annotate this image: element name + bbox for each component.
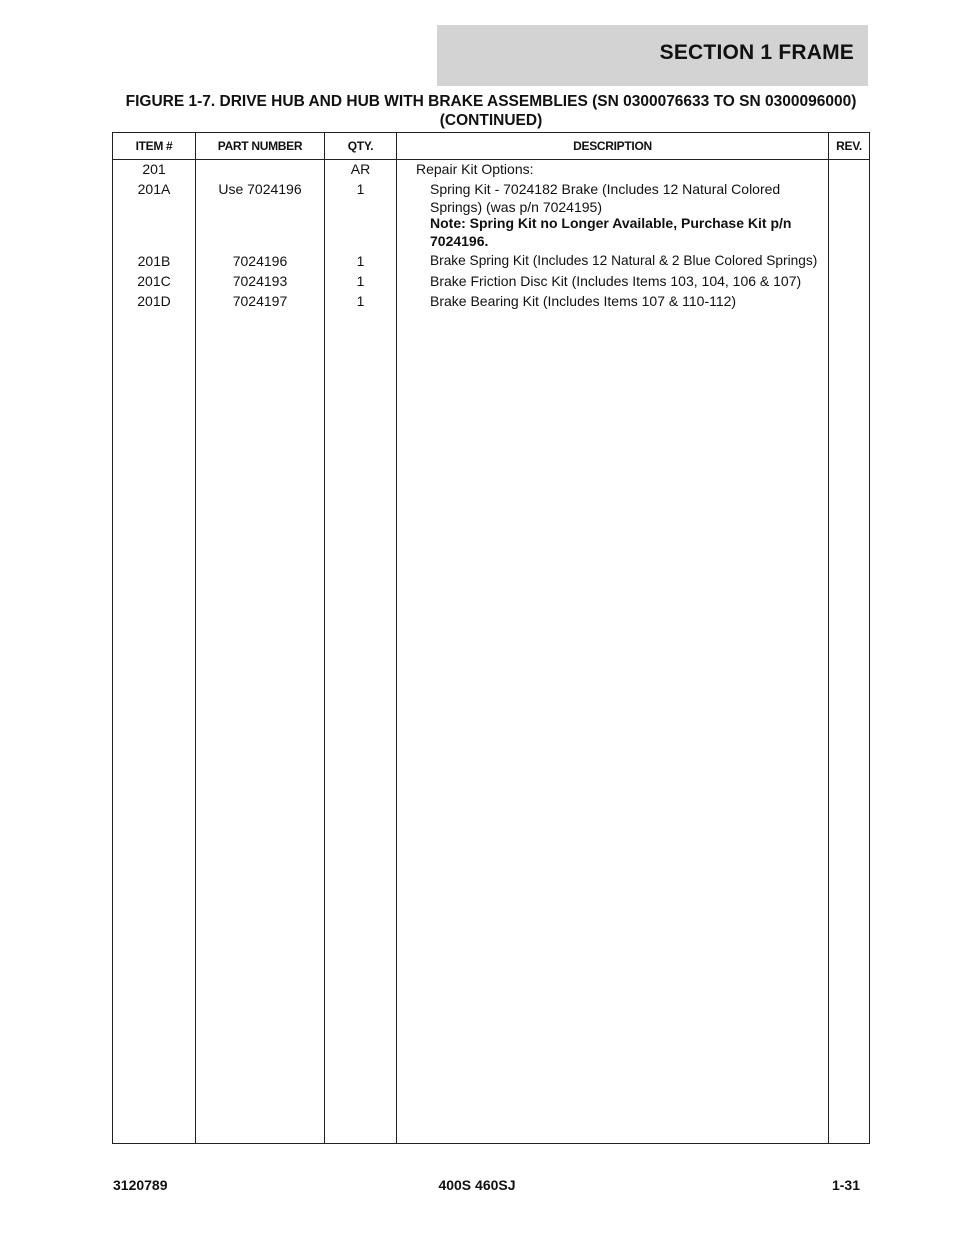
footer-model: 400S 460SJ [438,1177,516,1193]
section-title: SECTION 1 FRAME [659,41,854,64]
row-201-item: 201 [142,161,166,177]
row-201b-description: Brake Spring Kit (Includes 12 Natural & 2 Blue Colored Springs) [430,253,818,268]
row-201b-qty: 1 [356,253,365,269]
row-201d-part-number: 7024197 [232,293,288,309]
column-divider [396,133,397,1143]
header-item: ITEM # [135,139,173,153]
row-201d-qty: 1 [356,293,365,309]
row-201-description: Repair Kit Options: [416,161,534,177]
row-201c-qty: 1 [356,273,365,289]
row-201a-item: 201A [137,181,171,197]
row-201c-part-number: 7024193 [232,273,288,289]
row-201c-item: 201C [137,273,171,289]
row-201b-part-number: 7024196 [232,253,288,269]
row-201a-part-number: Use 7024196 [218,181,302,197]
row-201-qty: AR [350,161,371,177]
figure-title: FIGURE 1-7. DRIVE HUB AND HUB WITH BRAKE ASSEMBLIES (SN 0300076633 TO SN 0300096000) (CONTINUED) [125,93,857,129]
header-rev: REV. [836,139,862,153]
row-201a-description: Spring Kit - 7024182 Brake (Includes 12 Natural Colored Springs) (was p/n 7024195) [430,181,781,215]
header-description: DESCRIPTION [573,139,652,153]
row-201d-description: Brake Bearing Kit (Includes Items 107 & 110-112) [430,293,737,309]
header-qty: QTY. [347,139,374,153]
section-header [437,25,868,86]
header-part-number: PART NUMBER [217,139,303,153]
row-201c-description: Brake Friction Disc Kit (Includes Items 103, 104, 106 & 107) [430,273,802,289]
row-201d-item: 201D [137,293,171,309]
row-201a-note: Note: Spring Kit no Longer Available, Purchase Kit p/n 7024196. [430,215,792,249]
footer-page-number: 1-31 [831,1177,860,1193]
footer-doc-number: 3120789 [113,1177,168,1193]
parts-table [112,132,870,1144]
column-divider [828,133,829,1143]
row-201a-qty: 1 [356,181,365,197]
row-201b-item: 201B [137,253,171,269]
